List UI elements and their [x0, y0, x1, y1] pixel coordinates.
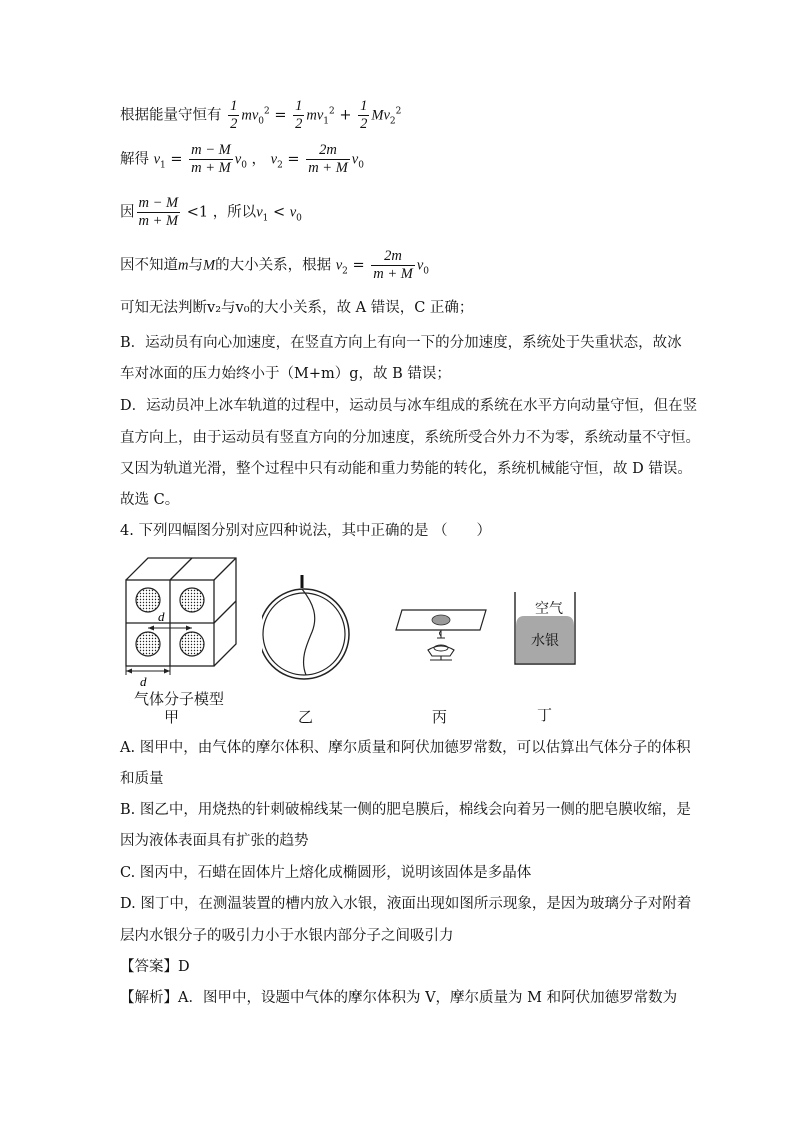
figure-yi-soap-film-ring — [262, 572, 362, 682]
caption-ding: 丁 — [537, 706, 553, 724]
option-a-line-2: 和质量 — [120, 771, 164, 787]
molecule-2 — [180, 588, 204, 612]
d-label-inner: d — [158, 609, 165, 624]
analysis: 【解析】A．图甲中，设题中气体的摩尔体积为 V，摩尔质量为 M 和阿伏加德罗常数为 — [120, 990, 678, 1006]
unknown-relation-line: 因不知道m与M的大小关系，根据 $v_2$ = $\frac{2m}{m + M}$ $v_0$ — [120, 248, 429, 282]
air-label: 空气 — [535, 601, 563, 617]
option-b-line-2: 因为液体表面具有扩张的趋势 — [120, 833, 309, 849]
solution-line: 解得 $v_1$ = $\frac{m - M}{m + M}$ $v_0$ ， $v_2$ = $\frac{2m}{m + M}$ $v_0$ — [120, 142, 364, 176]
d-label-outer: d — [140, 674, 147, 689]
option-d-line-1: D. 图丁中，在测温装置的槽内放入水银，液面出现如图所示现象，是因为玻璃分子对附着 — [120, 896, 692, 912]
text-line-6: B．运动员有向心加速度，在竖直方向上有向一下的分加速度，系统处于失重状态，故冰 — [120, 335, 682, 351]
text-line-5: 可知无法判断v₂与v₀的大小关系，故 A 错误，C 正确； — [120, 300, 474, 316]
ratio-line: 因 $\frac{m - M}{m + M}$ <1 ，所以$v_1 < v_0$ — [120, 195, 302, 229]
text-line-9: 直方向上，由于运动员有竖直方向的分加速度，系统所受合外力不为零，系统动量不守恒。 — [120, 430, 700, 446]
question-4: 4. 下列四幅图分别对应四种说法，其中正确的是 （ ） — [120, 523, 492, 539]
answer: 【答案】D — [120, 959, 190, 975]
cotton-thread — [302, 589, 315, 675]
text-line-11: 故选 C。 — [120, 492, 180, 508]
option-a-line-1: A. 图甲中，由气体的摩尔体积、摩尔质量和阿伏加德罗常数，可以估算出气体分子的体积 — [120, 740, 691, 756]
caption-yi: 乙 — [298, 708, 314, 726]
gas-model-label: 气体分子模型 — [134, 690, 225, 708]
text-line-10: 又因为轨道光滑，整个过程中只有动能和重力势能的转化，系统机械能守恒，故 D 错误。 — [120, 461, 692, 477]
caption-jia: 甲 — [164, 708, 180, 726]
option-d-line-2: 层内水银分子的吸引力小于水银内部分子之间吸引力 — [120, 928, 454, 944]
text-line-8: D．运动员冲上冰车轨道的过程中，运动员与冰车组成的系统在水平方向动量守恒，但在竖 — [120, 398, 698, 414]
figure-jia-gas-model — [118, 550, 248, 690]
energy-equation-line: 根据能量守恒有 $\frac{1}{2}$ $mv_0^2$ = $\frac{1}{2}$ $mv_1^2$ + $\frac{1}{2}$ $Mv_2^2$ — [120, 98, 402, 132]
option-c: C. 图丙中，石蜡在固体片上熔化成椭圆形，说明该固体是多晶体 — [120, 865, 532, 881]
mercury-label: 水银 — [531, 633, 559, 649]
molecule-1 — [136, 588, 160, 612]
figure-bing-wax-plate — [394, 600, 494, 670]
molecule-3 — [136, 632, 160, 656]
option-b-line-1: B. 图乙中，用烧热的针刺破棉线某一侧的肥皂膜后，棉线会向着另一侧的肥皂膜收缩，是 — [120, 802, 691, 818]
molecule-4 — [180, 632, 204, 656]
text-line-7: 车对冰面的压力始终小于（M+m）g，故 B 错误； — [120, 366, 451, 382]
wax-ellipse — [432, 615, 450, 625]
caption-bing: 丙 — [432, 708, 448, 726]
